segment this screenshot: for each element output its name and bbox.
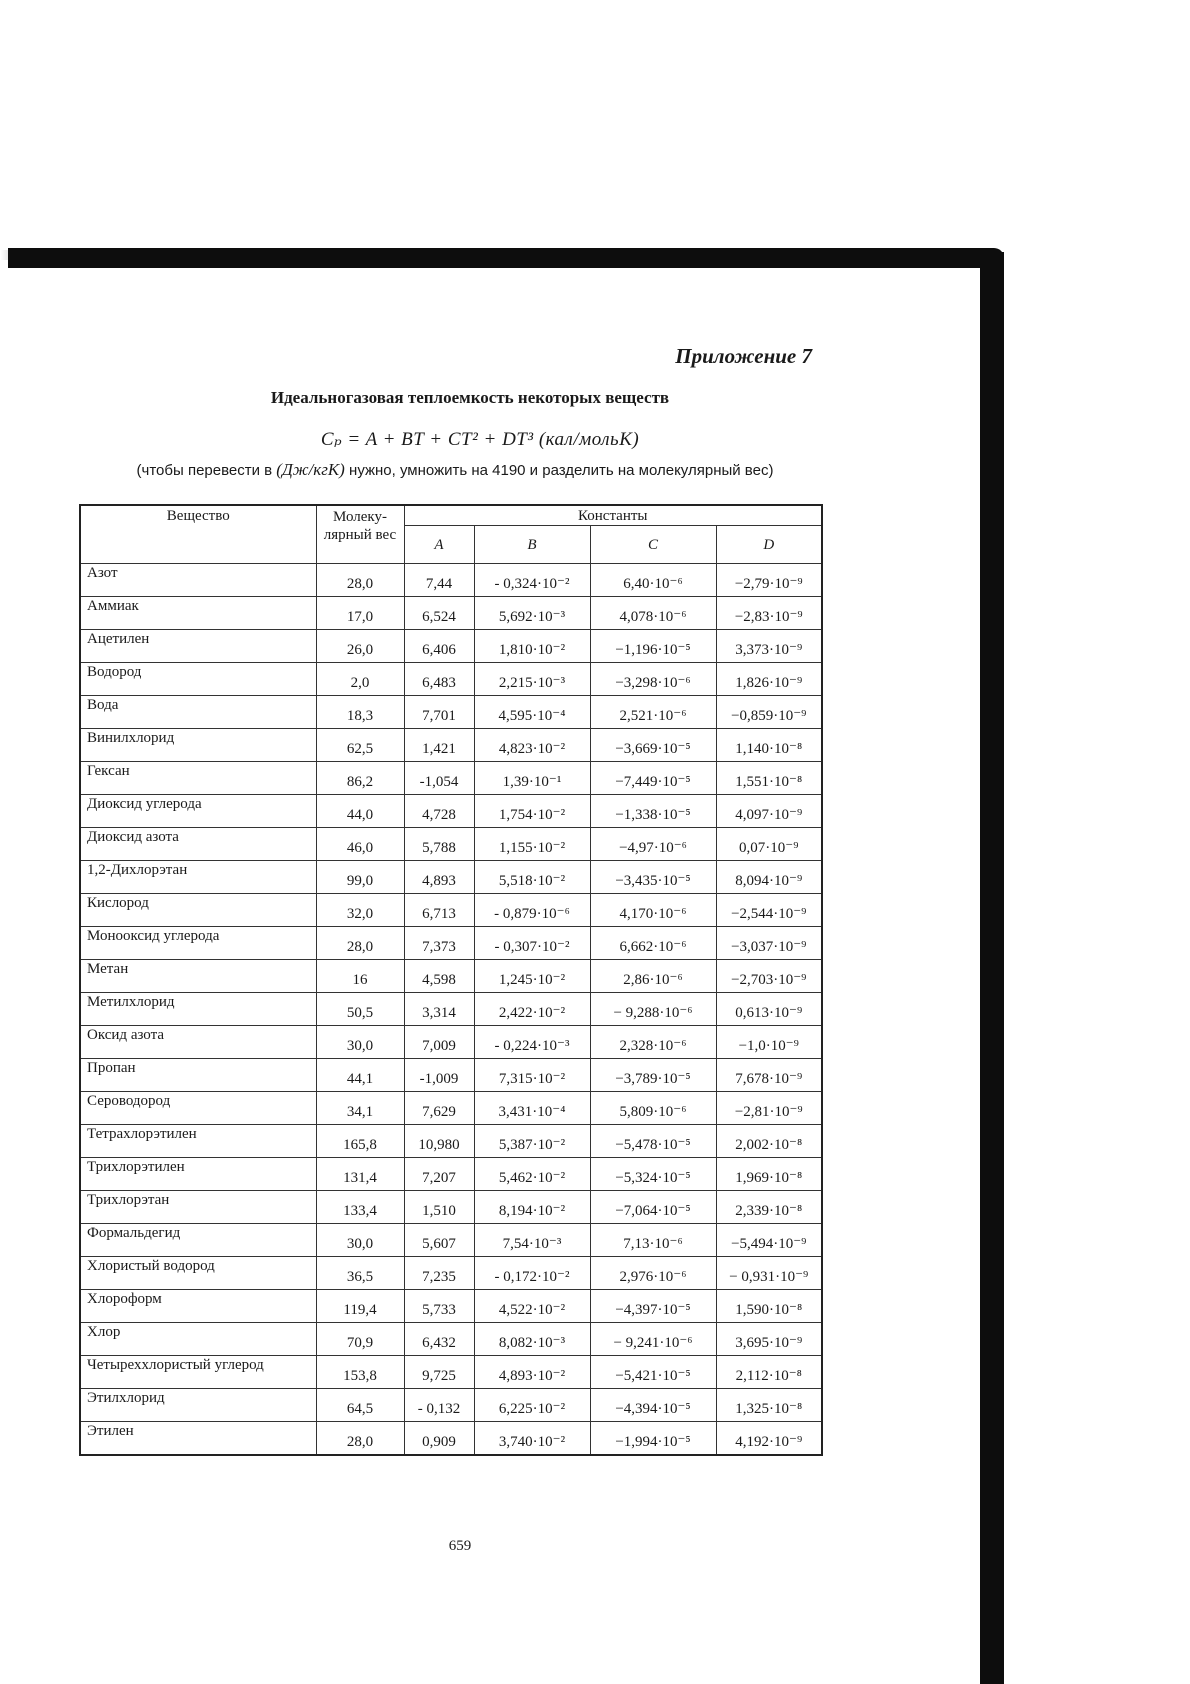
constant-d-cell: −2,544·10⁻⁹	[716, 894, 822, 927]
substance-cell: Гексан	[80, 762, 316, 795]
molecular-weight-cell: 16	[316, 960, 404, 993]
constant-b-cell: - 0,307·10⁻²	[474, 927, 590, 960]
constant-c-cell: 4,170·10⁻⁶	[590, 894, 716, 927]
table-row	[80, 729, 822, 762]
table-row	[80, 1224, 822, 1257]
constant-d-cell: 1,826·10⁻⁹	[716, 663, 822, 696]
constant-a-cell: 5,733	[404, 1290, 474, 1323]
constant-c-cell: 5,809·10⁻⁶	[590, 1092, 716, 1125]
molecular-weight-cell: 28,0	[316, 1422, 404, 1455]
constant-a-cell: 9,725	[404, 1356, 474, 1389]
constant-d-cell: −0,859·10⁻⁹	[716, 696, 822, 729]
table-row	[80, 993, 822, 1026]
constant-b-cell: 1,245·10⁻²	[474, 960, 590, 993]
constant-a-cell: 0,909	[404, 1422, 474, 1455]
table-row	[80, 1158, 822, 1191]
substance-cell: Аммиак	[80, 597, 316, 630]
constant-b-cell: 5,692·10⁻³	[474, 597, 590, 630]
constant-c-cell: −4,397·10⁻⁵	[590, 1290, 716, 1323]
constant-c-cell: 6,662·10⁻⁶	[590, 927, 716, 960]
substance-cell: Метан	[80, 960, 316, 993]
constant-d-cell: 8,094·10⁻⁹	[716, 861, 822, 894]
molecular-weight-cell: 62,5	[316, 729, 404, 762]
constant-a-cell: 4,893	[404, 861, 474, 894]
constant-d-cell: 1,590·10⁻⁸	[716, 1290, 822, 1323]
molecular-weight-cell: 44,0	[316, 795, 404, 828]
molecular-weight-cell: 99,0	[316, 861, 404, 894]
constant-a-cell: 7,44	[404, 564, 474, 597]
table-row	[80, 1026, 822, 1059]
constant-c-cell: −5,421·10⁻⁵	[590, 1356, 716, 1389]
constant-a-cell: 10,980	[404, 1125, 474, 1158]
constant-a-cell: - 0,132	[404, 1389, 474, 1422]
appendix-label: Приложение 7	[675, 344, 812, 368]
constant-b-cell: 8,194·10⁻²	[474, 1191, 590, 1224]
heat-capacity-formula: Cₚ = A + BT + CT² + DT³ (кал/мольК)	[320, 429, 640, 450]
substance-cell: Ацетилен	[80, 630, 316, 663]
table-row	[80, 960, 822, 993]
constant-b-cell: 4,595·10⁻⁴	[474, 696, 590, 729]
constant-d-cell: − 0,931·10⁻⁹	[716, 1257, 822, 1290]
note-unit: (Дж/кгК)	[276, 460, 345, 479]
constant-c-cell: 2,86·10⁻⁶	[590, 960, 716, 993]
conversion-note	[60, 460, 850, 480]
constant-c-cell: 4,078·10⁻⁶	[590, 597, 716, 630]
constant-b-cell: 2,422·10⁻²	[474, 993, 590, 1026]
molecular-weight-cell: 133,4	[316, 1191, 404, 1224]
constant-c-cell: −3,789·10⁻⁵	[590, 1059, 716, 1092]
constant-b-cell: - 0,324·10⁻²	[474, 564, 590, 597]
constant-b-cell: 3,740·10⁻²	[474, 1422, 590, 1455]
substance-cell: Трихлорэтан	[80, 1191, 316, 1224]
constant-d-cell: 7,678·10⁻⁹	[716, 1059, 822, 1092]
scan-border-right	[980, 252, 1004, 1684]
constant-d-cell: 0,07·10⁻⁹	[716, 828, 822, 861]
constant-b-cell: 7,54·10⁻³	[474, 1224, 590, 1257]
constant-d-cell: 4,097·10⁻⁹	[716, 795, 822, 828]
constant-a-cell: 5,788	[404, 828, 474, 861]
table-row	[80, 1191, 822, 1224]
constant-c-cell: −4,97·10⁻⁶	[590, 828, 716, 861]
molecular-weight-cell: 36,5	[316, 1257, 404, 1290]
constant-d-cell: 1,140·10⁻⁸	[716, 729, 822, 762]
substance-cell: Пропан	[80, 1059, 316, 1092]
constant-b-cell: 4,522·10⁻²	[474, 1290, 590, 1323]
page-title: Идеальногазовая теплоемкость некоторых веществ	[270, 388, 670, 407]
table-row	[80, 1092, 822, 1125]
constant-a-cell: 7,207	[404, 1158, 474, 1191]
constant-d-cell: 0,613·10⁻⁹	[716, 993, 822, 1026]
table-row	[80, 597, 822, 630]
molecular-weight-cell: 26,0	[316, 630, 404, 663]
molecular-weight-cell: 28,0	[316, 927, 404, 960]
constant-a-cell: 6,406	[404, 630, 474, 663]
constant-a-cell: 7,629	[404, 1092, 474, 1125]
header-a: A	[404, 526, 474, 564]
molecular-weight-cell: 17,0	[316, 597, 404, 630]
molecular-weight-cell: 64,5	[316, 1389, 404, 1422]
table-row	[80, 1257, 822, 1290]
substance-cell: Метилхлорид	[80, 993, 316, 1026]
constant-c-cell: −7,064·10⁻⁵	[590, 1191, 716, 1224]
constant-c-cell: −1,338·10⁻⁵	[590, 795, 716, 828]
constant-a-cell: 4,598	[404, 960, 474, 993]
table-row	[80, 861, 822, 894]
table-row	[80, 762, 822, 795]
constant-c-cell: 2,521·10⁻⁶	[590, 696, 716, 729]
constant-b-cell: 6,225·10⁻²	[474, 1389, 590, 1422]
table-row	[80, 663, 822, 696]
substance-cell: Этилен	[80, 1422, 316, 1455]
table-row	[80, 795, 822, 828]
substance-cell: Винилхлорид	[80, 729, 316, 762]
molecular-weight-cell: 70,9	[316, 1323, 404, 1356]
constant-a-cell: 7,235	[404, 1257, 474, 1290]
constant-a-cell: 6,524	[404, 597, 474, 630]
constant-d-cell: −2,81·10⁻⁹	[716, 1092, 822, 1125]
table-row	[80, 1389, 822, 1422]
constant-c-cell: −5,324·10⁻⁵	[590, 1158, 716, 1191]
molecular-weight-cell: 50,5	[316, 993, 404, 1026]
constant-d-cell: 2,339·10⁻⁸	[716, 1191, 822, 1224]
constant-c-cell: − 9,241·10⁻⁶	[590, 1323, 716, 1356]
substance-cell: Четыреххлористый углерод	[80, 1356, 316, 1389]
constant-b-cell: 1,39·10⁻¹	[474, 762, 590, 795]
constant-c-cell: −7,449·10⁻⁵	[590, 762, 716, 795]
constant-d-cell: 2,112·10⁻⁸	[716, 1356, 822, 1389]
molecular-weight-cell: 131,4	[316, 1158, 404, 1191]
substance-cell: Диоксид углерода	[80, 795, 316, 828]
constant-a-cell: 7,373	[404, 927, 474, 960]
constant-c-cell: −1,196·10⁻⁵	[590, 630, 716, 663]
molecular-weight-cell: 34,1	[316, 1092, 404, 1125]
molecular-weight-cell: 44,1	[316, 1059, 404, 1092]
substance-cell: Оксид азота	[80, 1026, 316, 1059]
constant-a-cell: 6,713	[404, 894, 474, 927]
table-row	[80, 894, 822, 927]
constant-d-cell: −2,79·10⁻⁹	[716, 564, 822, 597]
table-row	[80, 696, 822, 729]
constant-b-cell: 7,315·10⁻²	[474, 1059, 590, 1092]
table-row	[80, 828, 822, 861]
constant-a-cell: 1,421	[404, 729, 474, 762]
constant-d-cell: −2,83·10⁻⁹	[716, 597, 822, 630]
constant-b-cell: - 0,879·10⁻⁶	[474, 894, 590, 927]
substance-cell: Кислород	[80, 894, 316, 927]
constant-c-cell: −3,669·10⁻⁵	[590, 729, 716, 762]
constant-a-cell: 7,009	[404, 1026, 474, 1059]
constant-c-cell: 7,13·10⁻⁶	[590, 1224, 716, 1257]
constant-d-cell: 4,192·10⁻⁹	[716, 1422, 822, 1455]
table-row	[80, 1356, 822, 1389]
molecular-weight-cell: 119,4	[316, 1290, 404, 1323]
header-c: C	[590, 526, 716, 564]
constant-b-cell: 2,215·10⁻³	[474, 663, 590, 696]
header-molecular-weight: Молеку-лярный вес	[316, 505, 404, 564]
constant-b-cell: 1,754·10⁻²	[474, 795, 590, 828]
constant-b-cell: 4,893·10⁻²	[474, 1356, 590, 1389]
molecular-weight-cell: 46,0	[316, 828, 404, 861]
header-constants: Константы	[404, 505, 822, 526]
constant-a-cell: -1,009	[404, 1059, 474, 1092]
substance-cell: Диоксид азота	[80, 828, 316, 861]
substance-cell: Этилхлорид	[80, 1389, 316, 1422]
constant-a-cell: 3,314	[404, 993, 474, 1026]
molecular-weight-cell: 86,2	[316, 762, 404, 795]
constant-c-cell: 6,40·10⁻⁶	[590, 564, 716, 597]
substance-cell: Хлор	[80, 1323, 316, 1356]
page-number: 659	[448, 1538, 472, 1554]
table-row	[80, 927, 822, 960]
constant-d-cell: 3,373·10⁻⁹	[716, 630, 822, 663]
constant-b-cell: 4,823·10⁻²	[474, 729, 590, 762]
constant-c-cell: − 9,288·10⁻⁶	[590, 993, 716, 1026]
constant-b-cell: 8,082·10⁻³	[474, 1323, 590, 1356]
constant-b-cell: 5,462·10⁻²	[474, 1158, 590, 1191]
constant-a-cell: 5,607	[404, 1224, 474, 1257]
substance-cell: Хлористый водород	[80, 1257, 316, 1290]
constant-a-cell: -1,054	[404, 762, 474, 795]
constant-a-cell: 6,483	[404, 663, 474, 696]
molecular-weight-cell: 2,0	[316, 663, 404, 696]
constant-d-cell: 1,969·10⁻⁸	[716, 1158, 822, 1191]
constant-d-cell: −2,703·10⁻⁹	[716, 960, 822, 993]
substance-cell: Вода	[80, 696, 316, 729]
substance-cell: Тетрахлорэтилен	[80, 1125, 316, 1158]
constant-d-cell: 3,695·10⁻⁹	[716, 1323, 822, 1356]
constant-c-cell: −4,394·10⁻⁵	[590, 1389, 716, 1422]
constant-c-cell: −3,435·10⁻⁵	[590, 861, 716, 894]
header-substance: Вещество	[80, 505, 316, 564]
constant-b-cell: - 0,224·10⁻³	[474, 1026, 590, 1059]
table-row	[80, 630, 822, 663]
table-row	[80, 1422, 822, 1455]
substance-cell: Водород	[80, 663, 316, 696]
constant-d-cell: −1,0·10⁻⁹	[716, 1026, 822, 1059]
constant-b-cell: 5,518·10⁻²	[474, 861, 590, 894]
constant-d-cell: 2,002·10⁻⁸	[716, 1125, 822, 1158]
constant-a-cell: 7,701	[404, 696, 474, 729]
molecular-weight-cell: 32,0	[316, 894, 404, 927]
molecular-weight-cell: 165,8	[316, 1125, 404, 1158]
table-row	[80, 564, 822, 597]
header-d: D	[716, 526, 822, 564]
note-suffix: нужно, умножить на 4190 и разделить на молекулярный вес)	[349, 462, 774, 479]
table-row	[80, 1125, 822, 1158]
molecular-weight-cell: 18,3	[316, 696, 404, 729]
header-b: B	[474, 526, 590, 564]
scan-border-top	[8, 248, 1004, 268]
constant-c-cell: −5,478·10⁻⁵	[590, 1125, 716, 1158]
constant-c-cell: 2,328·10⁻⁶	[590, 1026, 716, 1059]
constant-b-cell: 1,155·10⁻²	[474, 828, 590, 861]
constant-c-cell: 2,976·10⁻⁶	[590, 1257, 716, 1290]
constant-d-cell: 1,551·10⁻⁸	[716, 762, 822, 795]
constant-a-cell: 6,432	[404, 1323, 474, 1356]
constant-a-cell: 4,728	[404, 795, 474, 828]
constant-c-cell: −3,298·10⁻⁶	[590, 663, 716, 696]
constant-b-cell: 1,810·10⁻²	[474, 630, 590, 663]
constant-b-cell: - 0,172·10⁻²	[474, 1257, 590, 1290]
substance-cell: Монооксид углерода	[80, 927, 316, 960]
constant-b-cell: 5,387·10⁻²	[474, 1125, 590, 1158]
substance-cell: Формальдегид	[80, 1224, 316, 1257]
constant-a-cell: 1,510	[404, 1191, 474, 1224]
molecular-weight-cell: 153,8	[316, 1356, 404, 1389]
molecular-weight-cell: 28,0	[316, 564, 404, 597]
constant-d-cell: −5,494·10⁻⁹	[716, 1224, 822, 1257]
constant-c-cell: −1,994·10⁻⁵	[590, 1422, 716, 1455]
substance-cell: Сероводород	[80, 1092, 316, 1125]
table-row	[80, 1290, 822, 1323]
molecular-weight-cell: 30,0	[316, 1026, 404, 1059]
constant-b-cell: 3,431·10⁻⁴	[474, 1092, 590, 1125]
substance-cell: Хлороформ	[80, 1290, 316, 1323]
table-body	[80, 564, 822, 1455]
substance-cell: Азот	[80, 564, 316, 597]
heat-capacity-table	[79, 504, 823, 1456]
molecular-weight-cell: 30,0	[316, 1224, 404, 1257]
constant-d-cell: −3,037·10⁻⁹	[716, 927, 822, 960]
constant-d-cell: 1,325·10⁻⁸	[716, 1389, 822, 1422]
substance-cell: 1,2-Дихлорэтан	[80, 861, 316, 894]
substance-cell: Трихлорэтилен	[80, 1158, 316, 1191]
note-prefix: (чтобы перевести в	[136, 462, 273, 479]
table-row	[80, 1059, 822, 1092]
table-row	[80, 1323, 822, 1356]
